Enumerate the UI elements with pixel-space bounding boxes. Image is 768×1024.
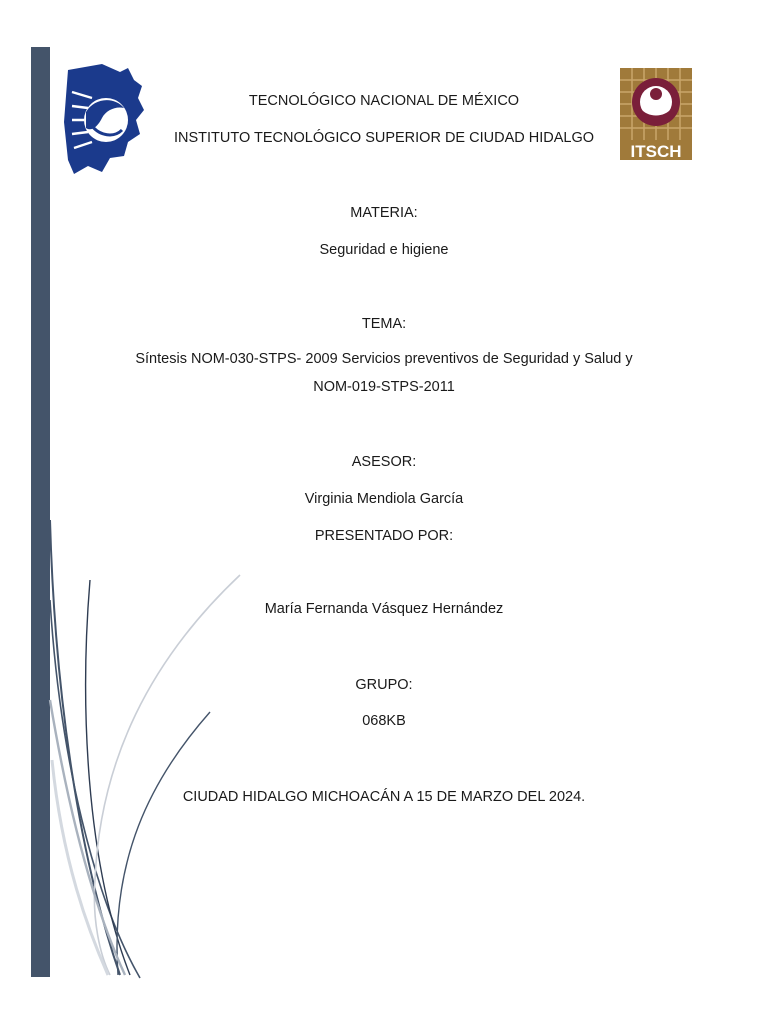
materia-label: MATERIA: [350, 205, 418, 221]
itsch-logo-text: ITSCH [630, 142, 682, 160]
institution-name: TECNOLÓGICO NACIONAL DE MÉXICO [248, 93, 520, 109]
tema-value-line2: NOM-019-STPS-2011 [313, 379, 455, 395]
tema-label: TEMA: [361, 316, 407, 332]
tema-value-line1: Síntesis NOM-030-STPS- 2009 Servicios preventivos de Seguridad y Salud y [135, 351, 633, 367]
asesor-value: Virginia Mendiola García [304, 491, 464, 507]
presentado-label: PRESENTADO POR: [314, 528, 454, 544]
grupo-label: GRUPO: [355, 677, 413, 693]
presentado-value: María Fernanda Vásquez Hernández [264, 601, 504, 617]
materia-value: Seguridad e higiene [319, 242, 449, 258]
place-date: CIUDAD HIDALGO MICHOACÁN A 15 DE MARZO DEL 2024. [182, 789, 586, 805]
institute-name: INSTITUTO TECNOLÓGICO SUPERIOR DE CIUDAD HIDALGO [173, 130, 595, 146]
asesor-label: ASESOR: [351, 454, 417, 470]
grupo-value: 068KB [362, 713, 406, 729]
tecnm-logo-icon [62, 62, 144, 178]
